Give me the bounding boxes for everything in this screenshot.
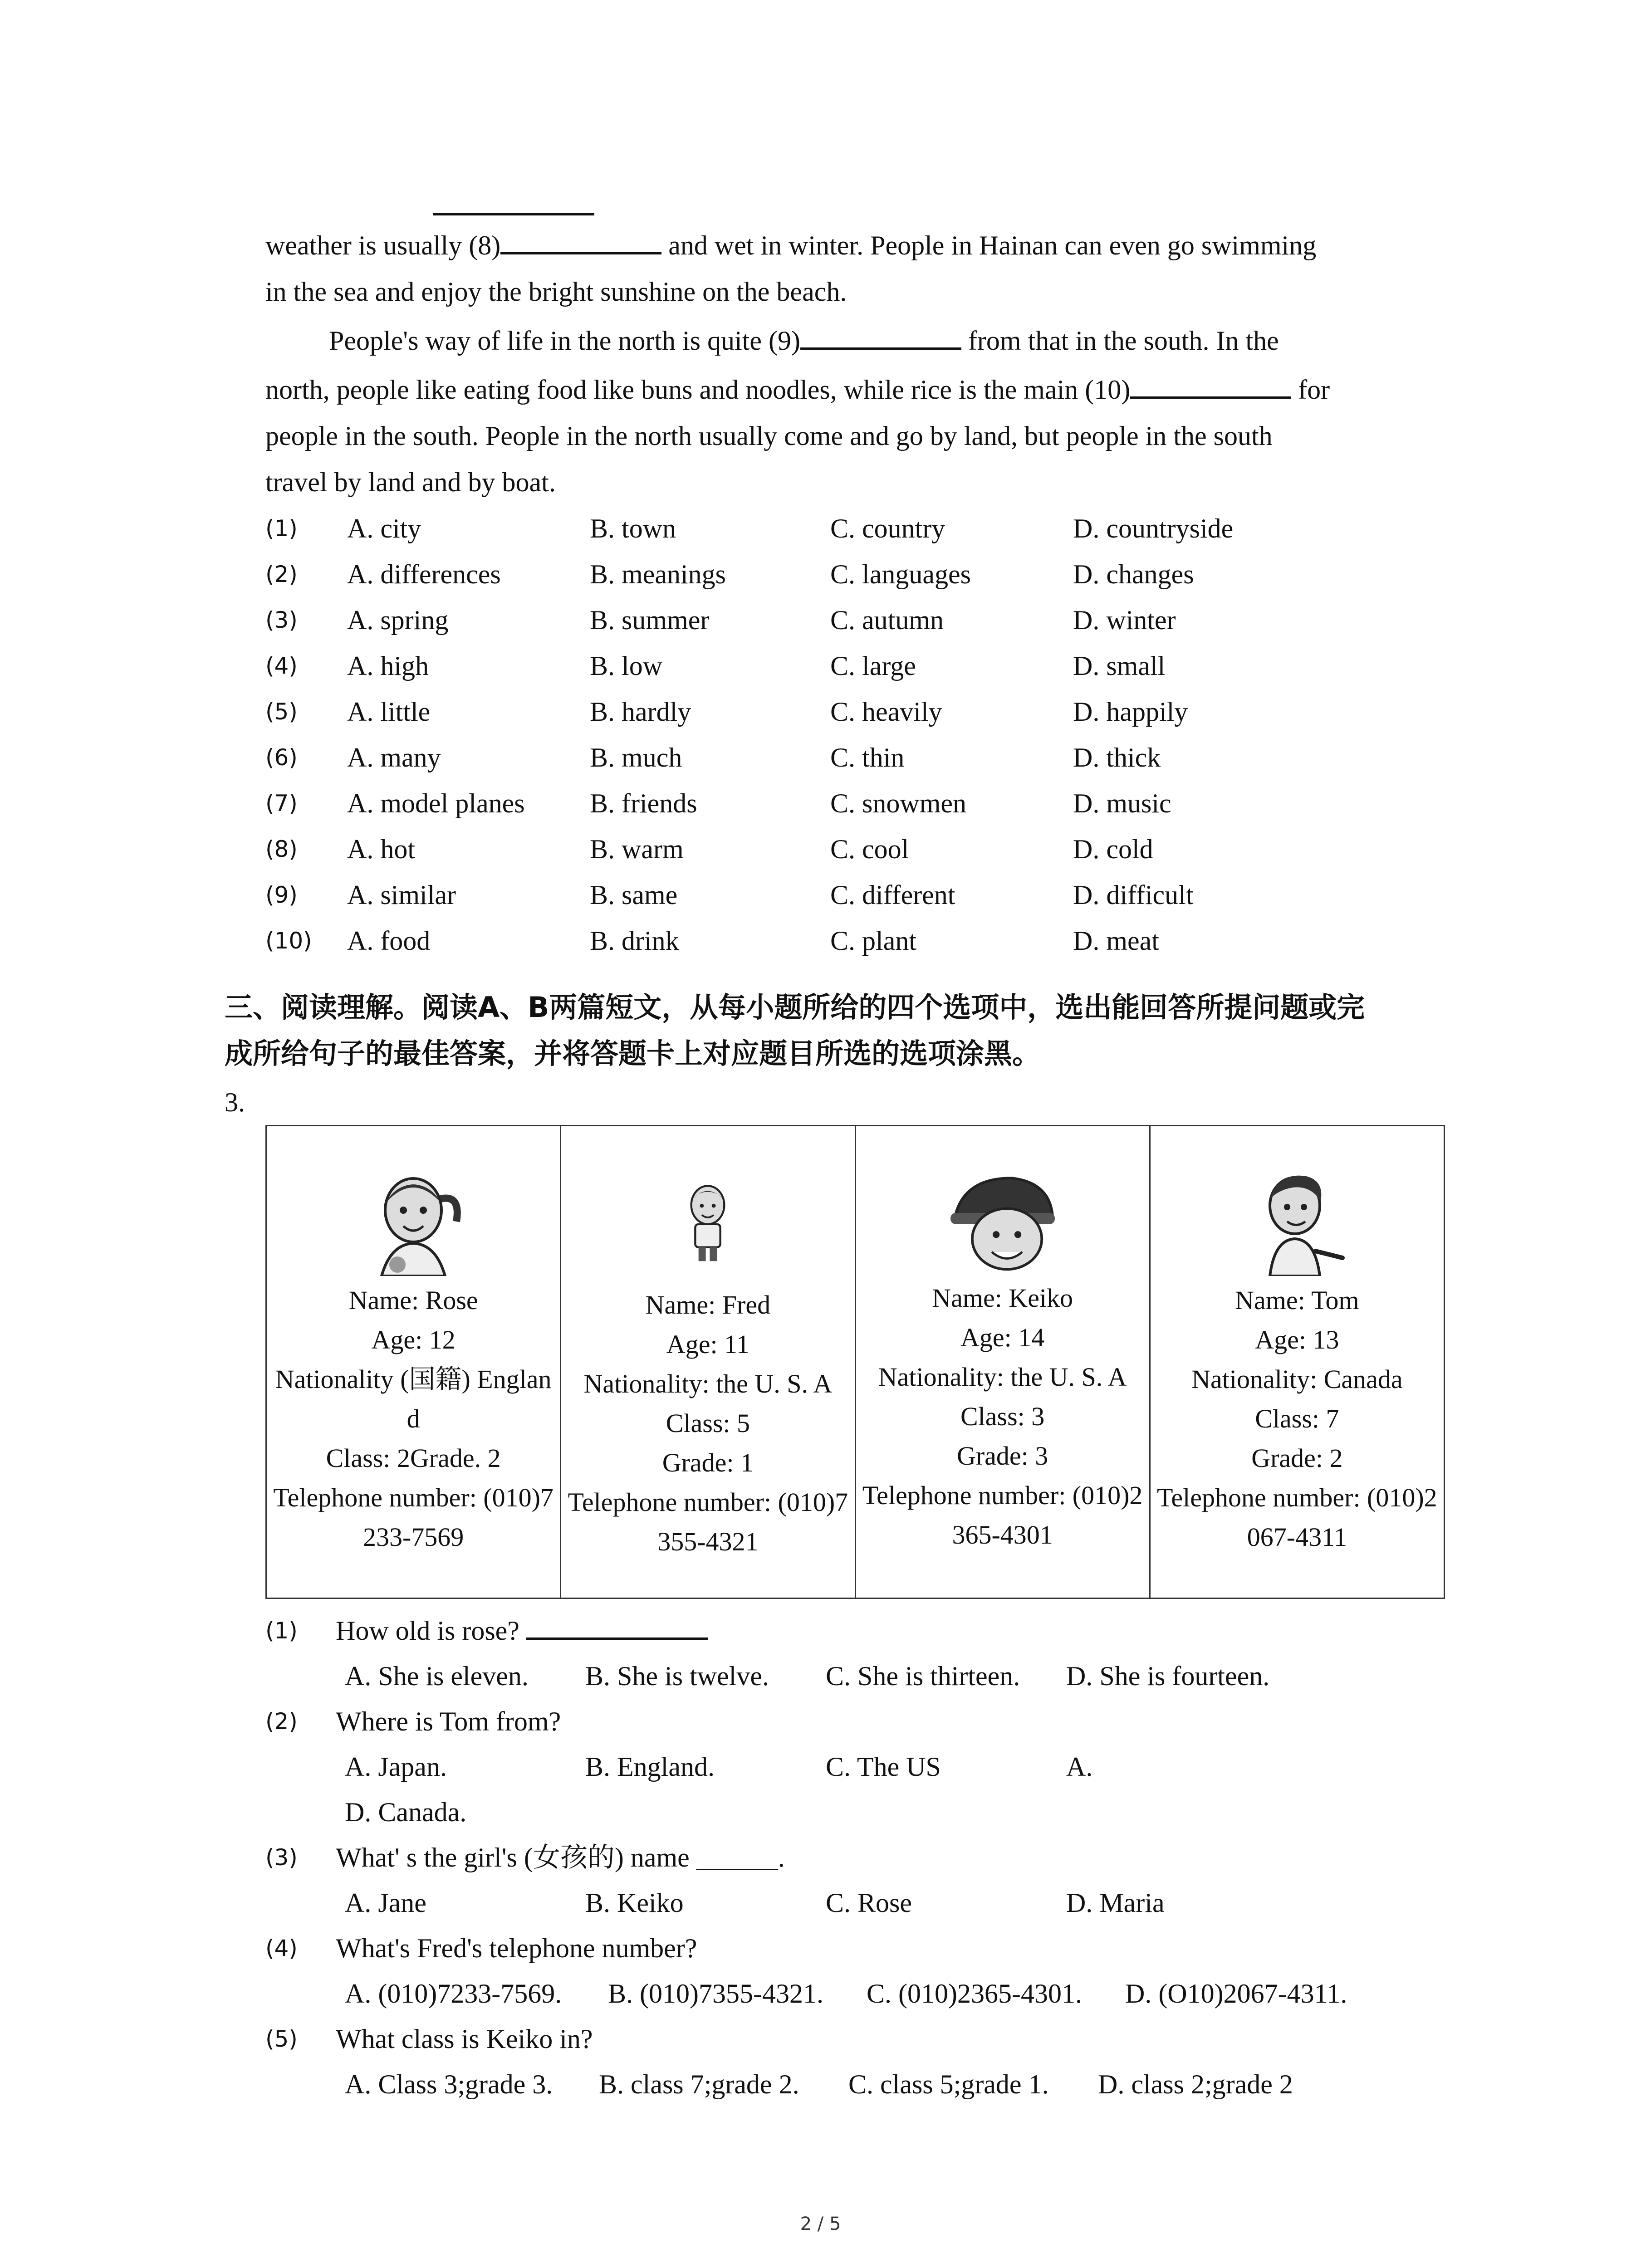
- option-d[interactable]: D. happily: [1073, 697, 1188, 727]
- card-nationality: Nationality: the U. S. A: [583, 1369, 833, 1398]
- card-nationality: Nationality (国籍) England: [275, 1364, 552, 1433]
- option-b[interactable]: B. warm: [590, 834, 684, 864]
- option-a[interactable]: A. Jane: [345, 1888, 426, 1918]
- question-text: What' s the girl's (女孩的) name ______.: [336, 1843, 785, 1872]
- option-d[interactable]: D. class 2;grade 2: [1098, 2069, 1293, 2099]
- card-age: Age: 12: [371, 1325, 456, 1354]
- answer-options: [345, 2062, 1479, 2107]
- option-d[interactable]: D. Maria: [1066, 1888, 1165, 1918]
- option-d[interactable]: D. meat: [1073, 926, 1159, 956]
- question-text: [336, 1608, 708, 1653]
- question-text: What class is Keiko in?: [336, 2024, 593, 2054]
- cloze-question-number: (1): [265, 515, 298, 542]
- passage-text: weather is usually (8): [265, 230, 501, 260]
- option-c[interactable]: C. Rose: [826, 1888, 912, 1918]
- boy-cartoon-icon: [671, 1163, 744, 1281]
- option-a[interactable]: A. food: [347, 926, 431, 956]
- option-b[interactable]: B. drink: [590, 926, 679, 956]
- student-info-table: [265, 1125, 1445, 1599]
- cloze-option-row: [265, 918, 1445, 963]
- cloze-option-row: [265, 506, 1445, 551]
- option-c[interactable]: C. class 5;grade 1.: [848, 2069, 1049, 2099]
- cloze-question-number: (2): [265, 561, 298, 587]
- card-telephone: Telephone number: (010)2067-4311: [1157, 1483, 1437, 1552]
- option-c[interactable]: C. large: [830, 651, 916, 681]
- card-grade: Grade: 3: [956, 1441, 1048, 1471]
- blank-8: [500, 225, 661, 254]
- question-number: (2): [265, 1708, 298, 1735]
- option-a[interactable]: A. city: [347, 513, 421, 543]
- girl-cartoon-icon: [363, 1167, 463, 1276]
- option-c[interactable]: C. languages: [830, 559, 971, 589]
- passage-line: [265, 318, 1509, 364]
- option-d[interactable]: D. winter: [1073, 605, 1176, 635]
- card-telephone: Telephone number: (010)7355-4321: [568, 1487, 848, 1556]
- passage-line: [265, 367, 1445, 413]
- cloze-question-number: (6): [265, 744, 298, 771]
- option-b[interactable]: B. England.: [585, 1752, 715, 1782]
- option-a[interactable]: A. model planes: [347, 788, 525, 818]
- option-b[interactable]: B. She is twelve.: [585, 1661, 769, 1691]
- cloze-question-number: (10): [265, 928, 312, 954]
- option-d[interactable]: D. cold: [1073, 834, 1153, 864]
- card-class: Class: 2Grade. 2: [326, 1443, 501, 1473]
- cloze-option-row: [265, 826, 1445, 872]
- cloze-question-number: (5): [265, 699, 298, 725]
- option-a[interactable]: A. She is eleven.: [345, 1661, 529, 1691]
- option-c[interactable]: C. thin: [830, 743, 905, 772]
- cloze-option-row: [265, 597, 1445, 643]
- student-card-tom: [1150, 1126, 1444, 1598]
- option-b[interactable]: B. much: [590, 743, 682, 772]
- page-number: 2 / 5: [800, 2214, 841, 2234]
- question-number: (1): [265, 1618, 298, 1644]
- card-name: Name: Rose: [348, 1286, 478, 1315]
- section-heading: 成所给句子的最佳答案，并将答题卡上对应题目所选的选项涂黑。: [225, 1037, 1041, 1070]
- option-b[interactable]: B. hardly: [590, 697, 691, 727]
- answer-options: [345, 1653, 1479, 1699]
- answer-blank-line: [433, 213, 594, 215]
- option-c[interactable]: C. heavily: [830, 697, 942, 727]
- option-c[interactable]: C. snowmen: [830, 788, 966, 818]
- blank-10: [1130, 369, 1291, 399]
- card-age: Age: 13: [1255, 1325, 1339, 1354]
- option-b[interactable]: B. same: [590, 880, 678, 910]
- student-card-rose: [266, 1126, 561, 1598]
- option-a[interactable]: A. Class 3;grade 3.: [345, 2069, 553, 2099]
- cloze-question-number: (7): [265, 790, 298, 816]
- option-a[interactable]: A. high: [347, 651, 429, 681]
- card-class: Class: 5: [666, 1408, 750, 1438]
- option-c[interactable]: C. country: [830, 513, 945, 543]
- passage-text: for: [1291, 375, 1330, 405]
- card-grade: Grade: 2: [1251, 1443, 1343, 1473]
- card-class: Class: 3: [960, 1402, 1045, 1431]
- cloze-question-number: (8): [265, 836, 298, 862]
- passage-text: from that in the south. In the: [961, 326, 1279, 356]
- card-telephone: Telephone number: (010)7233-7569: [273, 1483, 554, 1552]
- option-c[interactable]: C. plant: [830, 926, 916, 956]
- answer-options: [345, 1971, 1479, 2016]
- cloze-option-row: [265, 689, 1445, 734]
- option-c-continued: A.: [1066, 1752, 1093, 1782]
- option-d[interactable]: D. changes: [1073, 559, 1194, 589]
- question-number: (3): [265, 1844, 298, 1871]
- option-a[interactable]: A. hot: [347, 834, 415, 864]
- answer-options: [345, 1880, 1479, 1926]
- card-grade: Grade: 1: [662, 1448, 754, 1477]
- answer-options: [345, 1744, 1479, 1789]
- option-d[interactable]: D. She is fourteen.: [1066, 1661, 1270, 1691]
- option-a[interactable]: A. many: [347, 743, 441, 772]
- option-b[interactable]: B. meanings: [590, 559, 726, 589]
- option-b[interactable]: B. friends: [590, 788, 697, 818]
- passage-text: and wet in winter. People in Hainan can even go swimming: [661, 230, 1317, 260]
- question-text: Where is Tom from?: [336, 1706, 561, 1736]
- option-b[interactable]: B. summer: [590, 605, 710, 635]
- question-number: (4): [265, 1935, 298, 1961]
- question-number: (5): [265, 2026, 298, 2052]
- option-a[interactable]: A. similar: [347, 880, 456, 910]
- option-d[interactable]: D. countryside: [1073, 513, 1234, 543]
- option-b[interactable]: B. town: [590, 513, 676, 543]
- cloze-option-row: [265, 872, 1445, 918]
- card-age: Age: 14: [960, 1323, 1045, 1352]
- option-a[interactable]: A. spring: [347, 605, 449, 635]
- student-card-keiko: [855, 1126, 1150, 1598]
- cloze-question-number: (9): [265, 882, 298, 908]
- option-a[interactable]: A. Japan.: [345, 1752, 447, 1782]
- option-c[interactable]: C. The US: [826, 1752, 941, 1782]
- cloze-option-row: [265, 552, 1445, 597]
- card-name: Name: Tom: [1235, 1286, 1359, 1315]
- cloze-option-row: [265, 735, 1445, 780]
- option-d[interactable]: D. difficult: [1073, 880, 1194, 910]
- boy-pointing-cartoon-icon: [1247, 1167, 1347, 1276]
- option-c[interactable]: C. different: [830, 880, 955, 910]
- card-nationality: Nationality: the U. S. A: [878, 1362, 1127, 1392]
- option-a[interactable]: A. little: [347, 697, 431, 727]
- cloze-question-number: (3): [265, 607, 298, 633]
- option-d[interactable]: D. small: [1073, 651, 1166, 681]
- card-name: Name: Fred: [645, 1290, 771, 1320]
- card-name: Name: Keiko: [932, 1283, 1073, 1313]
- passage-text: north, people like eating food like buns and noodles, while rice is the main (10): [265, 375, 1131, 405]
- kid-with-cap-cartoon-icon: [946, 1169, 1059, 1274]
- passage-line: people in the south. People in the north usually come and go by land, but people in the south: [265, 421, 1273, 451]
- passage-text: People's way of life in the north is quite (9): [329, 326, 800, 356]
- card-telephone: Telephone number: (010)2365-4301: [862, 1481, 1143, 1549]
- question-text-content: How old is rose?: [336, 1616, 519, 1646]
- card-class: Class: 7: [1255, 1404, 1339, 1433]
- answer-blank: [526, 1610, 708, 1640]
- blank-9: [800, 320, 961, 350]
- option-d[interactable]: D. music: [1073, 788, 1171, 818]
- option-b[interactable]: B. class 7;grade 2.: [599, 2069, 799, 2099]
- option-b[interactable]: B. Keiko: [585, 1888, 684, 1918]
- option-a[interactable]: A. (010)7233-7569.: [345, 1979, 562, 2009]
- option-c[interactable]: C. (010)2365-4301.: [867, 1979, 1082, 2009]
- option-c[interactable]: C. She is thirteen.: [826, 1661, 1020, 1691]
- option-d[interactable]: D. Canada.: [345, 1797, 467, 1827]
- option-d[interactable]: D. (O10)2067-4311.: [1125, 1979, 1347, 2009]
- question-number: 3.: [225, 1087, 245, 1117]
- option-c[interactable]: C. autumn: [830, 605, 944, 635]
- passage-line: [265, 222, 1445, 269]
- option-c[interactable]: C. cool: [830, 834, 909, 864]
- card-age: Age: 11: [666, 1330, 749, 1359]
- passage-line: in the sea and enjoy the bright sunshine on the beach.: [265, 277, 847, 307]
- passage-line: travel by land and by boat.: [265, 467, 556, 497]
- section-heading: 三、阅读理解。阅读A、B两篇短文，从每小题所给的四个选项中，选出能回答所提问题或完: [225, 991, 1365, 1024]
- question-text: What's Fred's telephone number?: [336, 1933, 697, 1963]
- option-b[interactable]: B. (010)7355-4321.: [608, 1979, 823, 2009]
- cloze-question-number: (4): [265, 653, 298, 679]
- answer-options: [345, 1789, 1479, 1835]
- cloze-option-row: [265, 781, 1445, 826]
- option-a[interactable]: A. differences: [347, 559, 501, 589]
- student-card-fred: [561, 1126, 855, 1598]
- option-d[interactable]: D. thick: [1073, 743, 1161, 772]
- option-b[interactable]: B. low: [590, 651, 663, 681]
- cloze-option-row: [265, 643, 1445, 689]
- card-nationality: Nationality: Canada: [1191, 1364, 1403, 1394]
